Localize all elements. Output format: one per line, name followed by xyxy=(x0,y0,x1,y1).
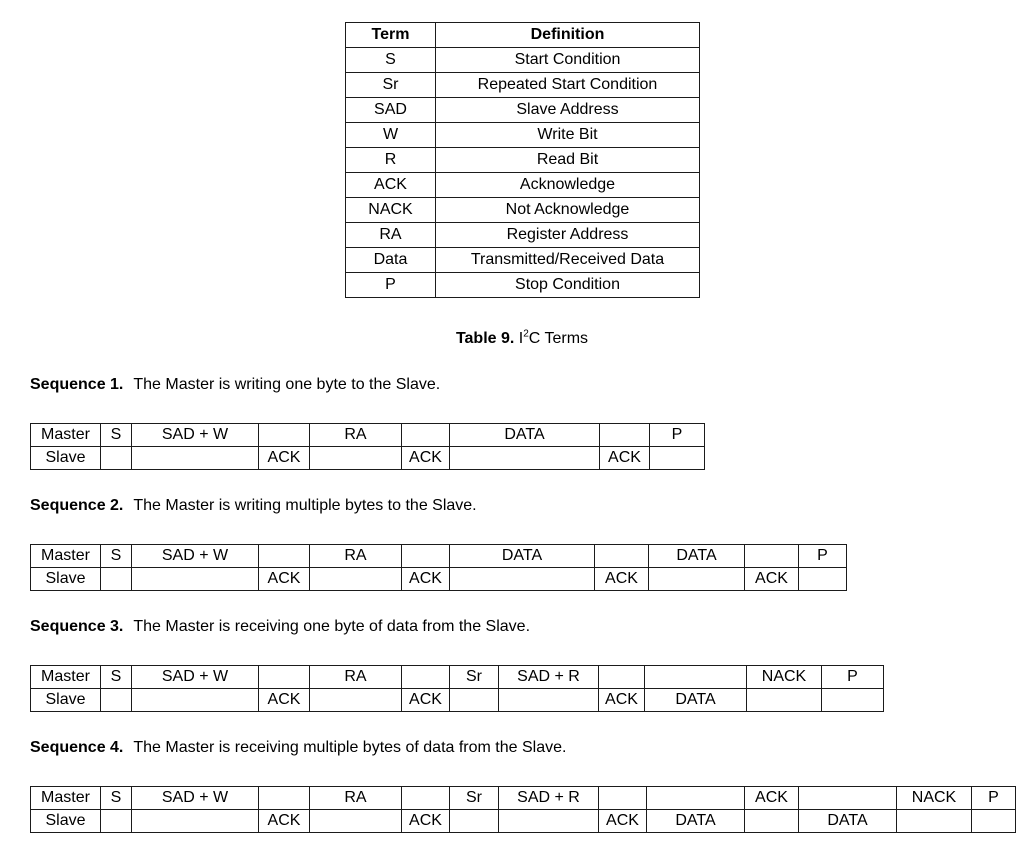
caption-superscript: 2 xyxy=(523,328,529,340)
sequence-cell: P xyxy=(650,424,705,447)
sequence-4-label: Sequence 4. xyxy=(30,739,124,756)
terms-table-row xyxy=(346,223,700,248)
sequence-cell xyxy=(101,447,132,470)
sequence-cell: ACK xyxy=(402,689,450,712)
sequence-cell: ACK xyxy=(600,447,650,470)
sequence-1-label: Sequence 1. xyxy=(30,376,124,393)
sequence-3-label: Sequence 3. xyxy=(30,618,124,635)
caption-text-pre: I xyxy=(514,330,524,347)
sequence-cell: ACK xyxy=(402,810,450,833)
sequence-cell xyxy=(649,568,745,591)
master-row xyxy=(31,424,705,447)
sequence-cell: ACK xyxy=(402,447,450,470)
sequence-cell xyxy=(897,810,972,833)
sequence-cell xyxy=(799,787,897,810)
sequence-4-description: The Master is receiving multiple bytes of data from the Slave. xyxy=(133,739,567,756)
sequence-cell xyxy=(822,689,884,712)
terms-table-row xyxy=(346,73,700,98)
i2c-terms-table-body xyxy=(346,48,700,298)
terms-table-row xyxy=(346,48,700,73)
sequence-3-heading xyxy=(30,617,530,636)
master-row xyxy=(31,545,847,568)
sequence-cell: Master xyxy=(31,787,101,810)
sequence-cell: Sr xyxy=(450,787,499,810)
terms-table-row xyxy=(346,123,700,148)
sequence-cell: Master xyxy=(31,545,101,568)
master-row xyxy=(31,666,884,689)
definition-cell: Stop Condition xyxy=(436,273,700,298)
sequence-cell: SAD + W xyxy=(132,545,259,568)
sequence-cell xyxy=(402,666,450,689)
sequence-cell xyxy=(599,787,647,810)
sequence-cell: SAD + W xyxy=(132,424,259,447)
sequence-cell: S xyxy=(101,545,132,568)
sequence-3-table xyxy=(30,665,884,712)
sequence-cell: ACK xyxy=(745,568,799,591)
sequence-cell: DATA xyxy=(647,810,745,833)
term-cell: S xyxy=(346,48,436,73)
term-cell: P xyxy=(346,273,436,298)
i2c-terms-table xyxy=(345,22,700,298)
sequence-cell: RA xyxy=(310,787,402,810)
definition-cell: Slave Address xyxy=(436,98,700,123)
terms-header-term: Term xyxy=(346,23,436,48)
sequence-cell xyxy=(450,689,499,712)
sequence-1-table xyxy=(30,423,705,470)
sequence-cell xyxy=(259,424,310,447)
sequence-cell xyxy=(132,568,259,591)
sequence-cell xyxy=(745,810,799,833)
term-cell: Data xyxy=(346,248,436,273)
sequence-cell: SAD + W xyxy=(132,666,259,689)
sequence-cell xyxy=(499,689,599,712)
sequence-cell: DATA xyxy=(799,810,897,833)
sequence-cell xyxy=(600,424,650,447)
sequence-cell xyxy=(450,447,600,470)
sequence-cell xyxy=(799,568,847,591)
sequence-cell: ACK xyxy=(402,568,450,591)
sequence-2-table xyxy=(30,544,847,591)
definition-cell: Repeated Start Condition xyxy=(436,73,700,98)
term-cell: W xyxy=(346,123,436,148)
definition-cell: Start Condition xyxy=(436,48,700,73)
sequence-cell xyxy=(101,810,132,833)
sequence-cell: S xyxy=(101,666,132,689)
sequence-cell xyxy=(259,787,310,810)
terms-table-row xyxy=(346,173,700,198)
slave-row xyxy=(31,810,1016,833)
sequence-1-description: The Master is writing one byte to the Slave. xyxy=(133,376,441,393)
sequence-cell: ACK xyxy=(745,787,799,810)
sequence-cell: ACK xyxy=(599,689,645,712)
sequence-cell xyxy=(310,447,402,470)
sequence-cell xyxy=(402,424,450,447)
sequence-cell: Master xyxy=(31,424,101,447)
terms-table-row xyxy=(346,98,700,123)
sequence-1-heading xyxy=(30,375,440,394)
terms-table-row xyxy=(346,198,700,223)
sequence-cell: DATA xyxy=(649,545,745,568)
sequence-cell xyxy=(402,545,450,568)
sequence-cell xyxy=(599,666,645,689)
sequence-4-heading xyxy=(30,738,566,757)
sequence-cell xyxy=(650,447,705,470)
sequence-cell xyxy=(132,689,259,712)
sequence-cell: P xyxy=(972,787,1016,810)
sequence-2-label: Sequence 2. xyxy=(30,497,124,514)
sequence-cell: NACK xyxy=(897,787,972,810)
sequence-cell: ACK xyxy=(599,810,647,833)
terms-header-row xyxy=(346,23,700,48)
sequence-cell: P xyxy=(822,666,884,689)
sequence-cell: Slave xyxy=(31,568,101,591)
term-cell: RA xyxy=(346,223,436,248)
master-row xyxy=(31,787,1016,810)
definition-cell: Register Address xyxy=(436,223,700,248)
term-cell: NACK xyxy=(346,198,436,223)
sequence-cell: ACK xyxy=(259,447,310,470)
sequence-cell: Slave xyxy=(31,810,101,833)
terms-table-row xyxy=(346,248,700,273)
sequence-cell xyxy=(101,689,132,712)
sequence-cell: ACK xyxy=(595,568,649,591)
sequence-cell xyxy=(450,810,499,833)
sequence-cell xyxy=(645,666,747,689)
terms-header-definition: Definition xyxy=(436,23,700,48)
sequence-cell: Master xyxy=(31,666,101,689)
sequence-cell: S xyxy=(101,424,132,447)
sequence-cell: SAD + W xyxy=(132,787,259,810)
sequence-cell xyxy=(310,568,402,591)
terms-table-row xyxy=(346,148,700,173)
term-cell: ACK xyxy=(346,173,436,198)
term-cell: SAD xyxy=(346,98,436,123)
sequence-cell: Slave xyxy=(31,447,101,470)
sequence-cell: ACK xyxy=(259,689,310,712)
sequence-cell xyxy=(499,810,599,833)
sequence-cell: Slave xyxy=(31,689,101,712)
definition-cell: Transmitted/Received Data xyxy=(436,248,700,273)
sequence-cell xyxy=(132,447,259,470)
table-caption xyxy=(345,330,699,348)
sequence-cell xyxy=(402,787,450,810)
sequence-cell xyxy=(310,689,402,712)
definition-cell: Write Bit xyxy=(436,123,700,148)
sequence-cell: ACK xyxy=(259,810,310,833)
definition-cell: Not Acknowledge xyxy=(436,198,700,223)
sequence-cell xyxy=(595,545,649,568)
sequence-cell xyxy=(259,545,310,568)
slave-row xyxy=(31,447,705,470)
slave-row xyxy=(31,568,847,591)
sequence-3-description: The Master is receiving one byte of data from the Slave. xyxy=(133,618,531,635)
term-cell: R xyxy=(346,148,436,173)
sequence-cell xyxy=(132,810,259,833)
sequence-2-heading xyxy=(30,496,477,515)
sequence-cell: P xyxy=(799,545,847,568)
sequence-cell xyxy=(310,810,402,833)
sequence-4-table xyxy=(30,786,1016,833)
sequence-cell: Sr xyxy=(450,666,499,689)
sequence-cell: SAD + R xyxy=(499,787,599,810)
sequence-cell: RA xyxy=(310,545,402,568)
caption-number: Table 9. xyxy=(455,330,515,347)
definition-cell: Read Bit xyxy=(436,148,700,173)
definition-cell: Acknowledge xyxy=(436,173,700,198)
caption-text-post: C Terms xyxy=(528,330,589,347)
sequence-cell xyxy=(647,787,745,810)
sequence-cell xyxy=(101,568,132,591)
sequence-cell: DATA xyxy=(645,689,747,712)
sequence-cell xyxy=(259,666,310,689)
sequence-cell: RA xyxy=(310,666,402,689)
sequence-cell xyxy=(745,545,799,568)
sequence-cell xyxy=(450,568,595,591)
sequence-cell: S xyxy=(101,787,132,810)
sequence-cell: NACK xyxy=(747,666,822,689)
sequence-cell: RA xyxy=(310,424,402,447)
terms-table-row xyxy=(346,273,700,298)
slave-row xyxy=(31,689,884,712)
term-cell: Sr xyxy=(346,73,436,98)
sequence-cell: DATA xyxy=(450,424,600,447)
sequence-cell: DATA xyxy=(450,545,595,568)
sequence-cell xyxy=(972,810,1016,833)
sequence-cell xyxy=(747,689,822,712)
sequence-cell: ACK xyxy=(259,568,310,591)
sequence-2-description: The Master is writing multiple bytes to the Slave. xyxy=(133,497,477,514)
sequence-cell: SAD + R xyxy=(499,666,599,689)
